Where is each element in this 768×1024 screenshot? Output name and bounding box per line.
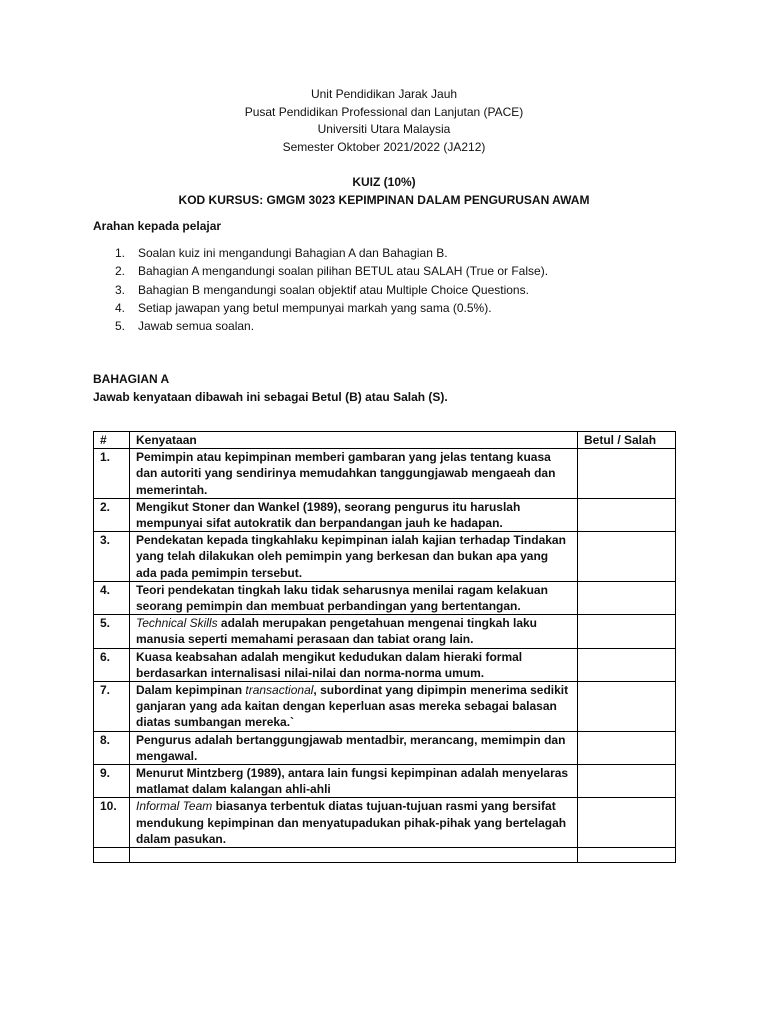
row-number: 7. xyxy=(94,682,130,732)
statement-cell xyxy=(130,532,578,582)
statement-cell xyxy=(130,731,578,764)
statement-cell xyxy=(130,615,578,648)
table-row xyxy=(94,765,676,798)
statement-prefix: Dalam kepimpinan xyxy=(136,683,246,698)
table-row xyxy=(94,581,676,614)
row-number: 9. xyxy=(94,765,130,798)
instruction-number: 2. xyxy=(115,264,126,279)
statement-text: Pengurus adalah bertanggungjawab mentadbir, merancang, memimpin dan mengawal. xyxy=(136,732,566,763)
instruction-number: 3. xyxy=(115,282,126,297)
table-row xyxy=(94,449,676,499)
table-row xyxy=(94,798,676,848)
centre-name: Pusat Pendidikan Professional dan Lanjutan (PACE) xyxy=(244,104,524,119)
statement-cell xyxy=(130,498,578,531)
statement-text: adalah merupakan pengetahuan mengenai tingkah laku manusia seperti memahami perasaan dan tabiat orang lain. xyxy=(136,616,538,647)
statement-text: Teori pendekatan tingkah laku tidak seharusnya menilai ragam kelakuan seorang pemimpin dan membuat perbandingan yang bertentangan. xyxy=(136,582,548,614)
instruction-text: Setiap jawapan yang betul mempunyai markah yang sama (0.5%). xyxy=(138,300,492,315)
section-a-heading xyxy=(93,371,448,406)
answer-cell[interactable] xyxy=(578,682,676,732)
table-row xyxy=(94,682,676,732)
col-header-number: # xyxy=(94,432,130,449)
statement-cell xyxy=(130,765,578,798)
row-number: 6. xyxy=(94,648,130,681)
empty-row xyxy=(94,848,676,863)
table-row xyxy=(94,648,676,681)
statement-text: Mengikut Stoner dan Wankel (1989), seorang pengurus itu haruslah mempunyai sifat autokratik dan berpandangan jauh ke hadapan. xyxy=(136,499,521,531)
answer-cell[interactable] xyxy=(578,798,676,848)
statements-table xyxy=(93,431,676,863)
instruction-text: Bahagian B mengandungi soalan objektif atau Multiple Choice Questions. xyxy=(138,282,529,297)
row-number: 5. xyxy=(94,615,130,648)
answer-cell[interactable] xyxy=(578,731,676,764)
answer-cell[interactable] xyxy=(578,449,676,499)
section-a-title: BAHAGIAN A xyxy=(93,372,170,386)
answer-cell[interactable] xyxy=(578,498,676,531)
row-number: 1. xyxy=(94,449,130,499)
statement-term: transactional xyxy=(245,683,314,698)
answer-cell[interactable] xyxy=(578,581,676,614)
row-number: 4. xyxy=(94,581,130,614)
instruction-number: 1. xyxy=(115,246,126,260)
statement-text: Pemimpin atau kepimpinan memberi gambaran yang jelas tentang kuasa dan autoriti yang sendirinya memudahkan tanggungjawab mengaeah dan memerintah. xyxy=(136,450,556,497)
answer-cell[interactable] xyxy=(578,648,676,681)
statement-text: , subordinat yang dipimpin menerima sedikit ganjaran yang ada kaitan dengan keperluan asas mereka sebagai balasan diatas sumbangan mereka.` xyxy=(136,683,569,730)
instruction-number: 4. xyxy=(115,300,126,315)
table-header-row xyxy=(94,432,676,449)
answer-cell[interactable] xyxy=(578,765,676,798)
statement-cell xyxy=(130,581,578,614)
table-row xyxy=(94,498,676,531)
col-header-answer: Betul / Salah xyxy=(578,432,676,449)
instructions-list xyxy=(115,244,548,335)
empty-number-cell xyxy=(94,848,130,863)
instruction-number: 5. xyxy=(115,319,126,334)
instruction-item xyxy=(115,244,548,262)
row-number: 2. xyxy=(94,498,130,531)
statement-cell xyxy=(130,682,578,732)
statement-text: Pendekatan kepada tingkahlaku kepimpinan ialah kajian terhadap Tindakan yang telah dilakukan oleh pemimpin yang berkesan dan bukan apa yang ada pada pemimpin tersebut. xyxy=(136,533,566,580)
col-header-statement: Kenyataan xyxy=(130,432,578,449)
table-row xyxy=(94,615,676,648)
statement-term: Informal Team xyxy=(136,799,213,814)
statement-term: Technical Skills xyxy=(136,616,218,631)
statement-text: Menurut Mintzberg (1989), antara lain fungsi kepimpinan adalah menyelaras matlamat dalam kalangan ahli-ahli xyxy=(136,766,569,797)
row-number: 3. xyxy=(94,532,130,582)
table-row xyxy=(94,532,676,582)
answer-cell[interactable] xyxy=(578,615,676,648)
instruction-text: Soalan kuiz ini mengandungi Bahagian A dan Bahagian B. xyxy=(138,246,448,260)
instructions-title: Arahan kepada pelajar xyxy=(93,219,222,233)
statement-cell xyxy=(130,449,578,499)
course-code: KOD KURSUS: GMGM 3023 KEPIMPINAN DALAM PENGURUSAN AWAM xyxy=(178,192,590,207)
instruction-text: Bahagian A mengandungi soalan pilihan BETUL atau SALAH (True or False). xyxy=(138,264,549,279)
instruction-item xyxy=(115,262,548,280)
quiz-title: KUIZ (10%) xyxy=(352,175,416,189)
statement-text: biasanya terbentuk diatas tujuan-tujuan rasmi yang bersifat mendukung kepimpinan dan menyatupadukan pihak-pihak yang bertelagah dalam pasukan. xyxy=(136,799,567,846)
instruction-item xyxy=(115,299,548,317)
section-a-subtitle: Jawab kenyataan dibawah ini sebagai Betul (B) atau Salah (S). xyxy=(93,389,448,404)
table-row xyxy=(94,731,676,764)
empty-answer-cell xyxy=(578,848,676,863)
statement-text: Kuasa keabsahan adalah mengikut kedudukan dalam hieraki formal berdasarkan internalisasi nilai-nilai dan norma-norma umum. xyxy=(136,649,523,680)
university-name: Universiti Utara Malaysia xyxy=(317,122,451,136)
row-number: 10. xyxy=(94,798,130,848)
statement-cell xyxy=(130,648,578,681)
unit-name: Unit Pendidikan Jarak Jauh xyxy=(310,87,458,101)
instruction-item xyxy=(115,317,548,335)
semester: Semester Oktober 2021/2022 (JA212) xyxy=(282,139,486,154)
statement-cell xyxy=(130,798,578,848)
instruction-text: Jawab semua soalan. xyxy=(138,319,255,334)
answer-cell[interactable] xyxy=(578,532,676,582)
empty-statement-cell xyxy=(130,848,578,863)
row-number: 8. xyxy=(94,731,130,764)
document-header xyxy=(0,86,768,209)
instruction-item xyxy=(115,281,548,299)
